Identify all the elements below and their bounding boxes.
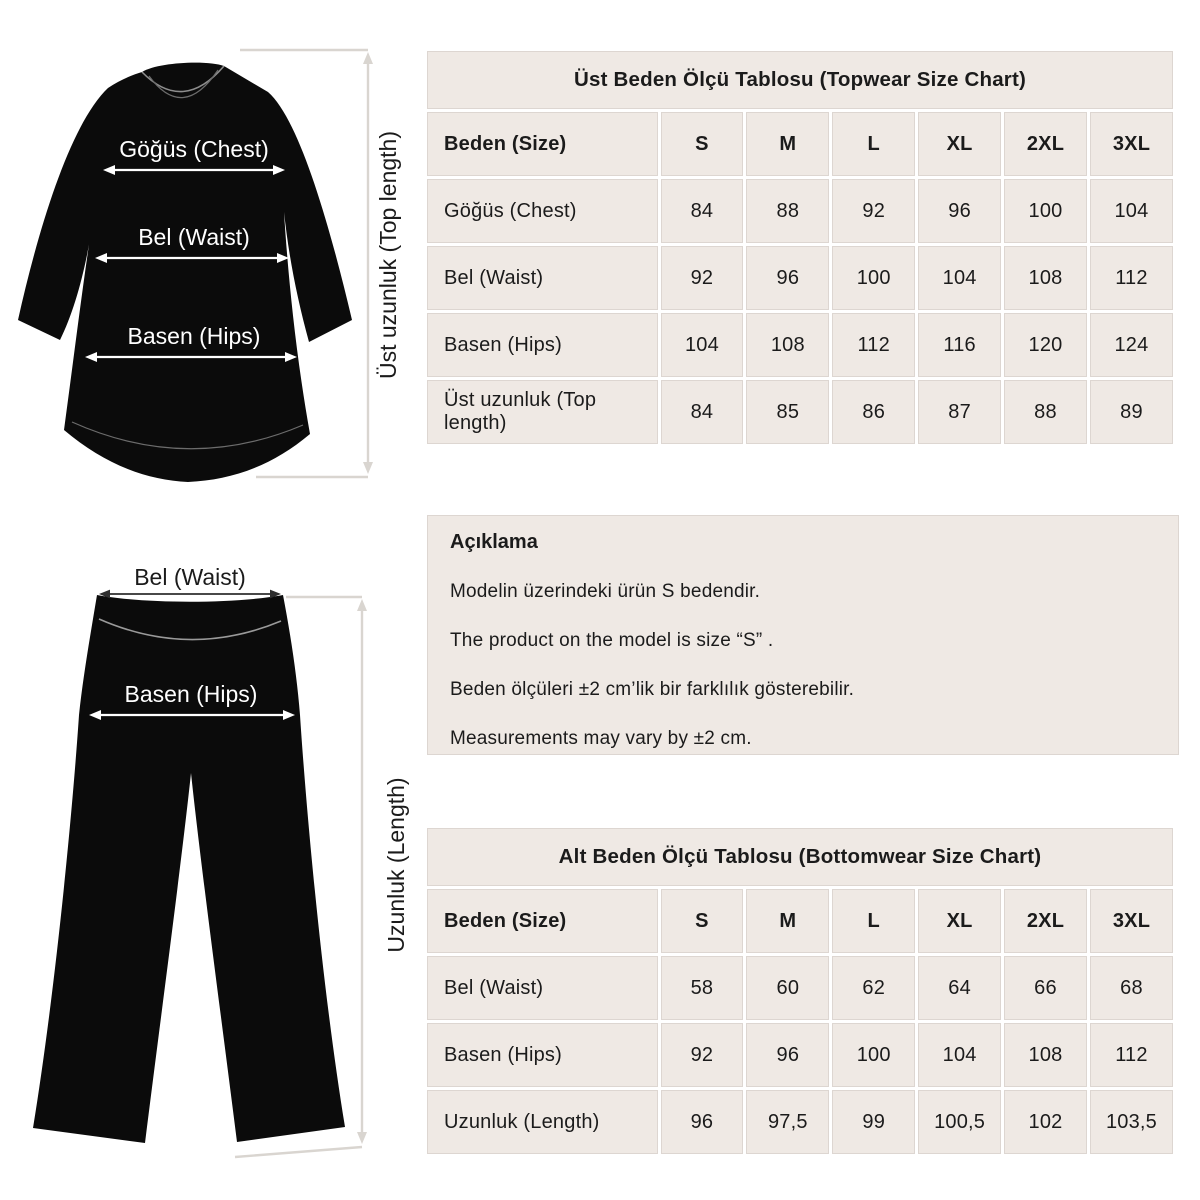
value-cell: 124	[1090, 313, 1173, 377]
value-cell: 112	[1090, 1023, 1173, 1087]
table-row	[427, 51, 1173, 109]
value-cell: 108	[1004, 246, 1087, 310]
size-header-cell: XL	[918, 112, 1001, 176]
value-cell: 97,5	[746, 1090, 829, 1154]
size-header-cell: L	[832, 889, 915, 953]
topwear-size-table	[424, 48, 1176, 447]
measurement-label-cell: Bel (Waist)	[427, 956, 658, 1020]
value-cell: 84	[661, 179, 744, 243]
value-cell: 92	[661, 246, 744, 310]
size-header-cell: 3XL	[1090, 112, 1173, 176]
measurement-label-cell: Basen (Hips)	[427, 313, 658, 377]
table-row	[427, 313, 1173, 377]
pants-waist-arrow	[99, 590, 281, 599]
value-cell: 66	[1004, 956, 1087, 1020]
value-cell: 96	[746, 246, 829, 310]
pants-length-label: Uzunluk (Length)	[383, 777, 409, 953]
value-cell: 87	[918, 380, 1001, 444]
size-header-cell: Beden (Size)	[427, 112, 658, 176]
size-header-cell: 2XL	[1004, 889, 1087, 953]
value-cell: 100	[832, 1023, 915, 1087]
measurement-label-cell: Göğüs (Chest)	[427, 179, 658, 243]
value-cell: 100	[832, 246, 915, 310]
size-header-cell: M	[746, 889, 829, 953]
tunic-diagram	[0, 20, 420, 520]
value-cell: 104	[918, 246, 1001, 310]
measurement-label-cell: Bel (Waist)	[427, 246, 658, 310]
value-cell: 112	[832, 313, 915, 377]
value-cell: 85	[746, 380, 829, 444]
value-cell: 103,5	[1090, 1090, 1173, 1154]
tunic-silhouette	[18, 63, 352, 482]
size-header-cell: M	[746, 112, 829, 176]
value-cell: 62	[832, 956, 915, 1020]
tunic-chest-label: Göğüs (Chest)	[119, 136, 269, 162]
value-cell: 64	[918, 956, 1001, 1020]
size-header-cell: 3XL	[1090, 889, 1173, 953]
pants-diagram	[0, 545, 430, 1165]
value-cell: 86	[832, 380, 915, 444]
size-header-cell: XL	[918, 889, 1001, 953]
value-cell: 92	[832, 179, 915, 243]
tunic-hips-label: Basen (Hips)	[127, 323, 261, 349]
value-cell: 96	[746, 1023, 829, 1087]
value-cell: 88	[1004, 380, 1087, 444]
value-cell: 108	[1004, 1023, 1087, 1087]
size-header-cell: 2XL	[1004, 112, 1087, 176]
topwear-table-title: Üst Beden Ölçü Tablosu (Topwear Size Chart)	[427, 51, 1173, 109]
notes-title: Açıklama	[450, 531, 538, 553]
table-row	[427, 828, 1173, 886]
measurement-label-cell: Uzunluk (Length)	[427, 1090, 658, 1154]
table-row	[427, 179, 1173, 243]
value-cell: 112	[1090, 246, 1173, 310]
value-cell: 92	[661, 1023, 744, 1087]
value-cell: 60	[746, 956, 829, 1020]
value-cell: 104	[918, 1023, 1001, 1087]
measurement-label-cell: Üst uzunluk (Top length)	[427, 380, 658, 444]
value-cell: 96	[918, 179, 1001, 243]
value-cell: 104	[1090, 179, 1173, 243]
value-cell: 89	[1090, 380, 1173, 444]
value-cell: 58	[661, 956, 744, 1020]
value-cell: 108	[746, 313, 829, 377]
bottomwear-size-table	[424, 825, 1176, 1157]
notes-line: Measurements may vary by ±2 cm.	[450, 728, 752, 749]
notes-line: The product on the model is size “S” .	[450, 630, 774, 651]
table-row	[427, 1023, 1173, 1087]
value-cell: 99	[832, 1090, 915, 1154]
size-header-cell: Beden (Size)	[427, 889, 658, 953]
table-row	[427, 889, 1173, 953]
size-header-cell: S	[661, 112, 744, 176]
size-header-cell: L	[832, 112, 915, 176]
value-cell: 96	[661, 1090, 744, 1154]
table-row	[427, 956, 1173, 1020]
value-cell: 100,5	[918, 1090, 1001, 1154]
size-header-cell: S	[661, 889, 744, 953]
value-cell: 120	[1004, 313, 1087, 377]
table-row	[427, 1090, 1173, 1154]
value-cell: 116	[918, 313, 1001, 377]
value-cell: 84	[661, 380, 744, 444]
table-row	[427, 246, 1173, 310]
measurement-label-cell: Basen (Hips)	[427, 1023, 658, 1087]
notes-box	[427, 515, 1179, 755]
value-cell: 100	[1004, 179, 1087, 243]
tunic-length-label: Üst uzunluk (Top length)	[375, 130, 401, 380]
notes-line: Modelin üzerindeki ürün S bedendir.	[450, 581, 761, 602]
pants-silhouette	[33, 595, 345, 1143]
value-cell: 104	[661, 313, 744, 377]
bottomwear-table-title: Alt Beden Ölçü Tablosu (Bottomwear Size Chart)	[427, 828, 1173, 886]
value-cell: 88	[746, 179, 829, 243]
table-row	[427, 380, 1173, 444]
value-cell: 102	[1004, 1090, 1087, 1154]
pants-waist-label: Bel (Waist)	[134, 564, 246, 590]
pants-hips-label: Basen (Hips)	[124, 681, 258, 707]
table-row	[427, 112, 1173, 176]
tunic-waist-label: Bel (Waist)	[138, 224, 250, 250]
notes-line: Beden ölçüleri ±2 cm’lik bir farklılık gösterebilir.	[450, 679, 855, 700]
value-cell: 68	[1090, 956, 1173, 1020]
